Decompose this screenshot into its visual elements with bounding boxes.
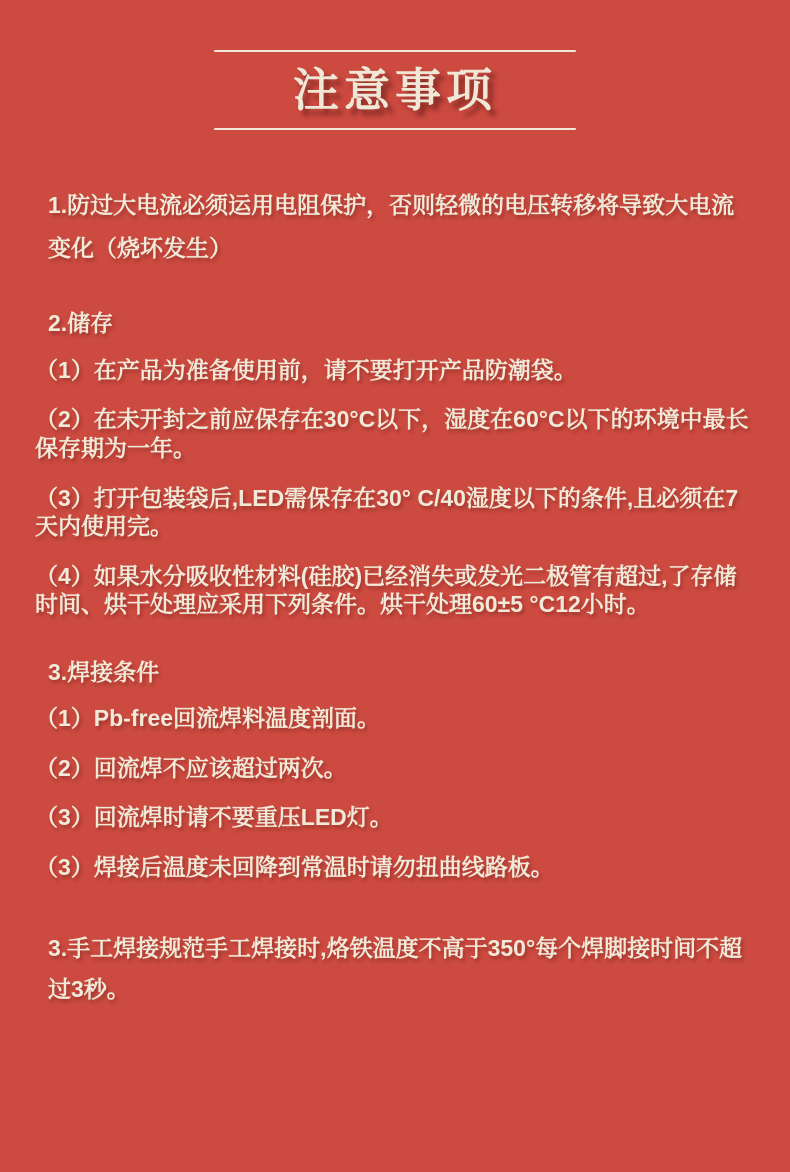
soldering-item-1: （1）Pb-free回流焊料温度剖面。 [35,705,381,732]
section-heading-storage: 2.储存 [48,310,114,337]
soldering-item-4: （3）焊接后温度未回降到常温时请勿扭曲线路板。 [35,853,554,880]
storage-item-3: （3）打开包装袋后,LED需保存在30° C/40湿度以下的条件,且必须在7天内使用完。 [35,484,739,540]
title-section [0,0,790,130]
storage-item-4: （4）如果水分吸收性材料(硅胶)已经消失或发光二极管有超过,了存储时间、烘干处理应采用下列条件。烘干处理60±5 °C12小时。 [35,562,737,618]
soldering-item-2: （2）回流焊不应该超过两次。 [35,754,347,781]
page-title: 注意事项 [293,64,497,116]
paragraph-hand-soldering: 3.手工焊接规范手工焊接时,烙铁温度不高于350°每个焊脚接时间不超过3秒。 [48,935,743,1003]
notice-content [0,184,790,1010]
storage-item-1: （1）在产品为准备使用前，请不要打开产品防潮袋。 [35,356,577,383]
title-rule-bottom [214,128,576,130]
soldering-item-3: （3）回流焊时请不要重压LED灯。 [35,804,393,831]
title-rule-top [214,50,576,52]
paragraph-overcurrent-warning: 1.防过大电流必须运用电阻保护，否则轻微的电压转移将导致大电流变化（烧坏发生） [48,191,735,262]
storage-item-2: （2）在未开封之前应保存在30°C以下，湿度在60°C以下的环境中最长保存期为一年。 [35,406,749,461]
section-heading-soldering: 3.焊接条件 [48,658,160,685]
